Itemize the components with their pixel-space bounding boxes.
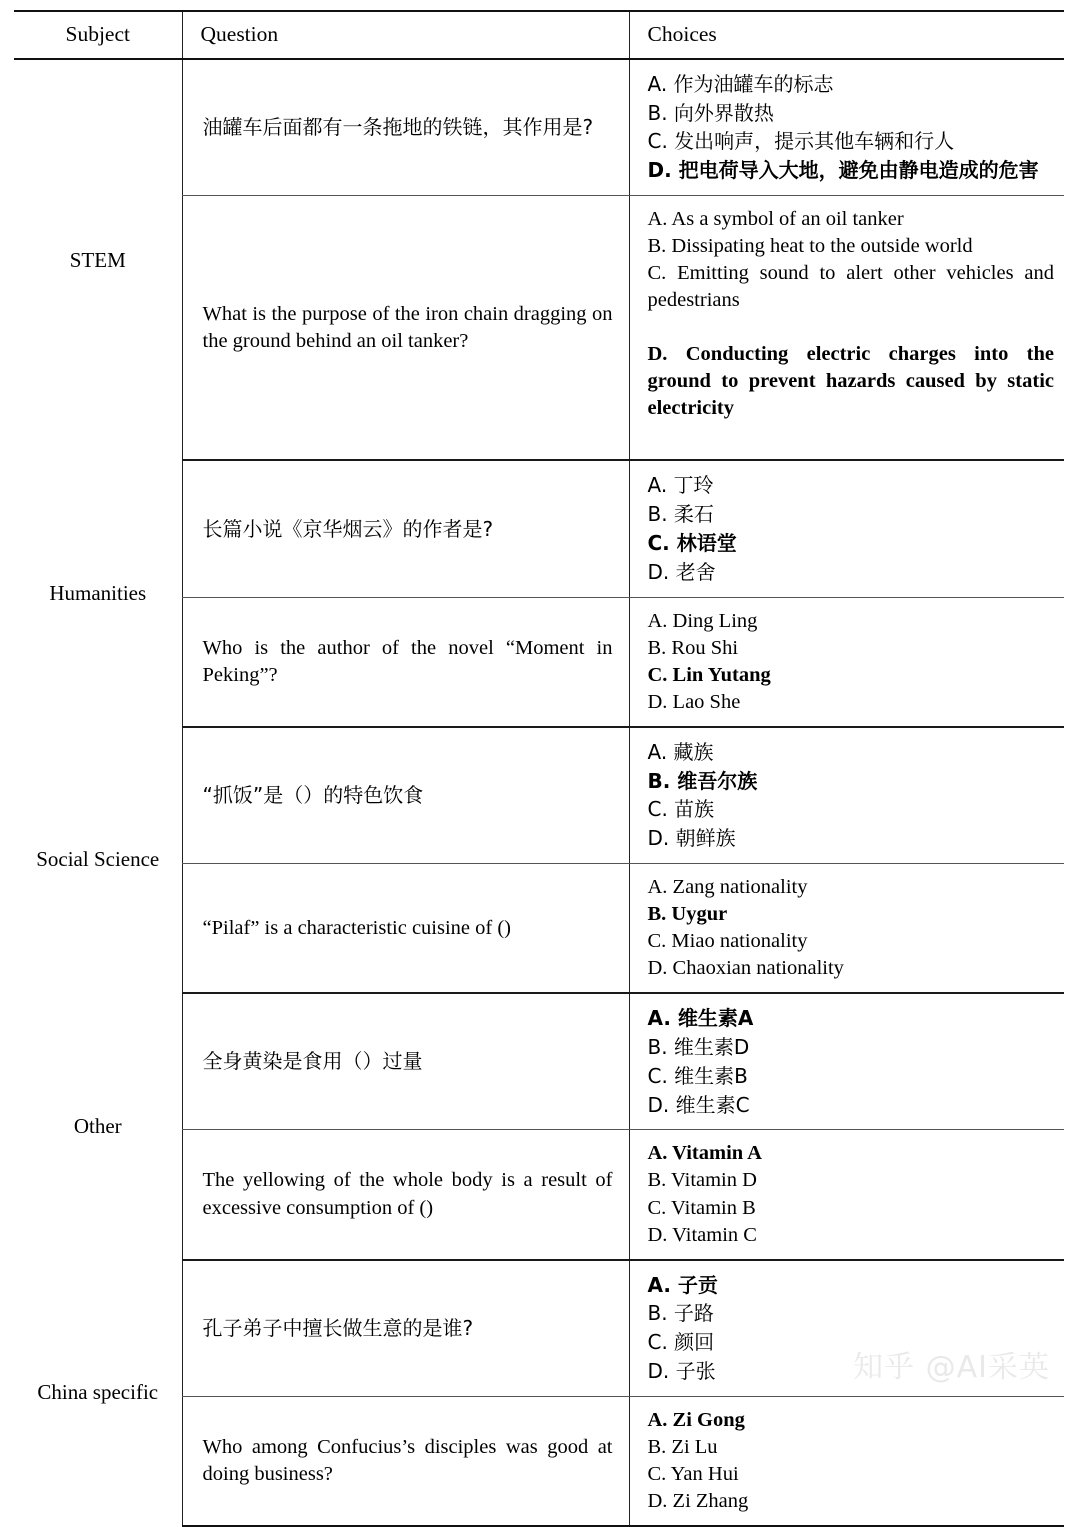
choice-option: A. 作为油罐车的标志 (647, 71, 834, 96)
choice-list (648, 1140, 1055, 1248)
choice-list (648, 1407, 1055, 1515)
choice-option: A. 藏族 (647, 739, 714, 764)
table-row (14, 59, 1064, 196)
question-text: 油罐车后面都有一条拖地的铁链，其作用是? (202, 115, 594, 140)
choice-option: C. 颜回 (647, 1330, 715, 1355)
choice-option: D. 子张 (647, 1359, 716, 1383)
question-cell (182, 727, 629, 864)
choice-option: A. Vitamin A (647, 1142, 762, 1165)
table-header-row (14, 11, 1064, 59)
question-cell (182, 1130, 629, 1260)
column-header-choices: Choices (629, 11, 1064, 59)
choices-cell (629, 1130, 1064, 1260)
table-body (14, 59, 1064, 1526)
question-text: 全身黄染是食用（）过量 (202, 1049, 423, 1074)
choice-option: B. Rou Shi (647, 636, 739, 659)
choice-option: B. 向外界散热 (647, 100, 774, 125)
table-row (14, 460, 1064, 597)
choices-cell (629, 1396, 1064, 1526)
choice-list (648, 471, 1055, 586)
document-page (0, 10, 1078, 1512)
choice-option: D. 朝鲜族 (647, 826, 736, 851)
choice-option: C. 苗族 (647, 797, 715, 822)
choice-list (648, 738, 1055, 853)
choice-list (648, 1004, 1055, 1119)
question-text: Who among Confucius’s disciples was good at doing business? (202, 1435, 613, 1485)
choices-cell (629, 196, 1064, 461)
choice-option: A. Zi Gong (647, 1408, 745, 1431)
choice-option: C. 发出响声，提示其他车辆和行人 (647, 129, 955, 154)
choice-option: D. Conducting electric charges into the ground to prevent hazards caused by static electricity (647, 343, 1060, 420)
question-cell (182, 196, 629, 461)
column-header-subject: Subject (14, 11, 182, 59)
choice-option: B. 维吾尔族 (647, 768, 758, 793)
subject-label: China specific (37, 1380, 159, 1405)
choice-option: B. 维生素D (647, 1035, 750, 1060)
qa-examples-table (14, 10, 1064, 1527)
choice-option: B. Vitamin D (647, 1169, 757, 1192)
choice-option: A. As a symbol of an oil tanker (647, 208, 904, 231)
question-text: Who is the author of the novel “Moment in Peking”? (202, 636, 613, 686)
choice-list (647, 206, 1060, 449)
subject-cell (14, 1260, 182, 1526)
column-header-question: Question (182, 11, 629, 59)
choice-list (648, 70, 1055, 185)
question-cell (182, 460, 629, 597)
choice-list (648, 608, 1055, 716)
subject-label: Other (73, 1113, 122, 1138)
question-cell (182, 864, 629, 994)
choices-cell (629, 59, 1064, 196)
question-text: The yellowing of the whole body is a result of excessive consumption of () (202, 1169, 613, 1219)
choices-cell (629, 460, 1064, 597)
question-text: “Pilaf” is a characteristic cuisine of () (202, 916, 511, 939)
subject-cell (14, 993, 182, 1259)
choice-option: D. Vitamin C (647, 1223, 757, 1246)
choice-option: C. Yan Hui (647, 1462, 739, 1485)
subject-label: Social Science (36, 847, 160, 872)
subject-cell (14, 460, 182, 726)
choice-option: A. 丁玲 (647, 473, 714, 498)
choice-option: D. 老舍 (647, 559, 716, 584)
choice-option: D. Lao She (647, 690, 741, 713)
choice-option: C. 林语堂 (647, 531, 737, 556)
question-cell (182, 597, 629, 727)
question-text: 长篇小说《京华烟云》的作者是? (202, 516, 494, 541)
subject-cell (14, 59, 182, 461)
choice-list (648, 874, 1055, 982)
question-cell (182, 993, 629, 1130)
question-text: 孔子弟子中擅长做生意的是谁? (202, 1315, 474, 1340)
choices-cell (629, 727, 1064, 864)
watermark: 知乎 @AI采英 (853, 1350, 1050, 1385)
subject-label: STEM (69, 247, 126, 272)
choice-option: C. 维生素B (647, 1063, 748, 1088)
choice-option: A. 子贡 (647, 1272, 718, 1297)
choice-option: D. Zi Zhang (647, 1489, 749, 1512)
table-row (14, 727, 1064, 864)
choice-option: B. 柔石 (647, 502, 714, 527)
table-header (14, 11, 1064, 59)
choice-option: C. Miao nationality (647, 930, 808, 953)
question-cell (182, 1396, 629, 1526)
choice-option: B. 子路 (647, 1301, 714, 1326)
choice-option: D. Chaoxian nationality (647, 957, 844, 980)
question-text: What is the purpose of the iron chain dragging on the ground behind an oil tanker? (202, 302, 613, 352)
subject-label: Humanities (49, 581, 147, 606)
table-row (14, 993, 1064, 1130)
choice-option: A. 维生素A (647, 1006, 754, 1031)
question-text: “抓饭”是（）的特色饮食 (202, 783, 424, 808)
choice-option: C. Lin Yutang (647, 663, 771, 686)
choice-option: D. 把电荷导入大地，避免由静电造成的危害 (647, 158, 1039, 183)
choices-cell (629, 993, 1064, 1130)
subject-cell (14, 727, 182, 993)
choice-option: A. Ding Ling (647, 609, 758, 632)
choice-option: C. Emitting sound to alert other vehicles and pedestrians (647, 262, 1060, 312)
choices-cell (629, 597, 1064, 727)
choice-option: A. Zang nationality (647, 876, 808, 899)
choice-option: C. Vitamin B (647, 1196, 756, 1219)
choices-cell (629, 864, 1064, 994)
question-cell (182, 59, 629, 196)
question-cell (182, 1260, 629, 1397)
choice-option: B. Dissipating heat to the outside world (647, 235, 973, 258)
choice-option: B. Zi Lu (647, 1435, 718, 1458)
choice-option: D. 维生素C (647, 1092, 750, 1117)
choice-option: B. Uygur (647, 903, 728, 926)
